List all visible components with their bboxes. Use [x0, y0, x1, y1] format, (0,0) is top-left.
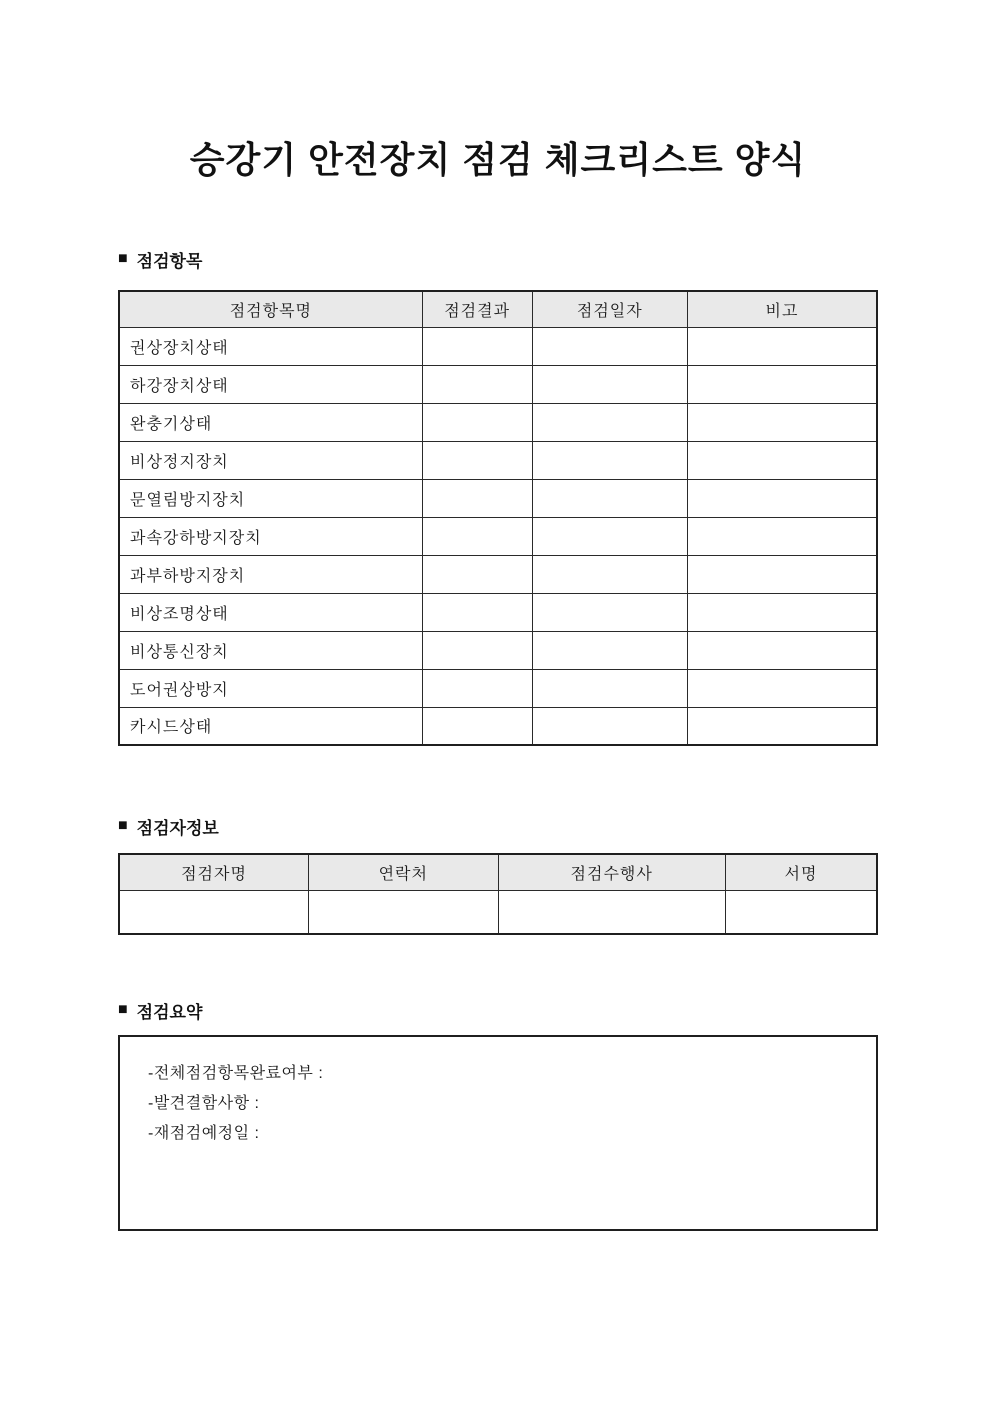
checklist-date-cell: [532, 479, 687, 517]
checklist-note-cell: [687, 555, 877, 593]
checklist-header-row: [119, 291, 877, 327]
checklist-result-cell: [422, 669, 532, 707]
inspector-table: [118, 853, 878, 935]
section-marker-icon: ■: [118, 1001, 128, 1018]
checklist-date-cell: [532, 593, 687, 631]
inspector-name-cell: [119, 890, 309, 934]
checklist-item-name: 하강장치상태: [119, 365, 422, 403]
checklist-item-name: 완충기상태: [119, 403, 422, 441]
inspector-signature-cell: [725, 890, 877, 934]
checklist-item-name: 비상정지장치: [119, 441, 422, 479]
checklist-date-cell: [532, 365, 687, 403]
checklist-table: [118, 290, 878, 746]
checklist-item-name: 도어권상방지: [119, 669, 422, 707]
summary-line-reinspection-date: -재점검예정일 :: [148, 1125, 260, 1142]
section-header-inspector: [118, 815, 878, 837]
checklist-item-name: 비상통신장치: [119, 631, 422, 669]
table-row: [119, 403, 877, 441]
checklist-date-cell: [532, 669, 687, 707]
checklist-note-cell: [687, 669, 877, 707]
table-row: [119, 517, 877, 555]
section-title-summary: 점검요약: [136, 1002, 203, 1022]
checklist-note-cell: [687, 593, 877, 631]
inspector-header-contact: 연락처: [309, 854, 499, 890]
checklist-date-cell: [532, 707, 687, 745]
checklist-item-name: 비상조명상태: [119, 593, 422, 631]
inspector-contact-cell: [309, 890, 499, 934]
section-header-checklist: [118, 248, 878, 270]
inspector-company-cell: [498, 890, 725, 934]
checklist-result-cell: [422, 327, 532, 365]
table-row: [119, 365, 877, 403]
checklist-result-cell: [422, 365, 532, 403]
checklist-result-cell: [422, 403, 532, 441]
section-marker-icon: ■: [118, 250, 128, 267]
checklist-result-cell: [422, 555, 532, 593]
summary-box: [118, 1035, 878, 1231]
inspector-header-company: 점검수행사: [498, 854, 725, 890]
checklist-result-cell: [422, 479, 532, 517]
table-row: [119, 327, 877, 365]
checklist-date-cell: [532, 517, 687, 555]
checklist-note-cell: [687, 327, 877, 365]
inspector-header-name: 점검자명: [119, 854, 309, 890]
checklist-date-cell: [532, 555, 687, 593]
checklist-header-date: 점검일자: [532, 291, 687, 327]
checklist-note-cell: [687, 479, 877, 517]
checklist-note-cell: [687, 707, 877, 745]
table-row: [119, 593, 877, 631]
checklist-item-name: 카시드상태: [119, 707, 422, 745]
checklist-note-cell: [687, 631, 877, 669]
table-row: [119, 441, 877, 479]
checklist-header-item-name: 점검항목명: [119, 291, 422, 327]
section-header-summary: [118, 999, 878, 1021]
summary-line-completion: -전체점검항목완료여부 :: [148, 1065, 324, 1082]
section-marker-icon: ■: [118, 817, 128, 834]
checklist-result-cell: [422, 631, 532, 669]
inspector-header-row: [119, 854, 877, 890]
checklist-note-cell: [687, 517, 877, 555]
checklist-date-cell: [532, 631, 687, 669]
checklist-result-cell: [422, 517, 532, 555]
section-title-checklist: 점검항목: [136, 251, 203, 271]
checklist-header-note: 비고: [687, 291, 877, 327]
inspector-header-signature: 서명: [725, 854, 877, 890]
checklist-result-cell: [422, 441, 532, 479]
checklist-note-cell: [687, 403, 877, 441]
table-row: [119, 479, 877, 517]
checklist-result-cell: [422, 593, 532, 631]
checklist-item-name: 문열림방지장치: [119, 479, 422, 517]
checklist-date-cell: [532, 327, 687, 365]
checklist-date-cell: [532, 403, 687, 441]
checklist-item-name: 과속강하방지장치: [119, 517, 422, 555]
checklist-note-cell: [687, 441, 877, 479]
checklist-note-cell: [687, 365, 877, 403]
table-row: [119, 890, 877, 934]
checklist-item-name: 과부하방지장치: [119, 555, 422, 593]
checklist-item-name: 권상장치상태: [119, 327, 422, 365]
table-row: [119, 707, 877, 745]
document-title: 승강기 안전장치 점검 체크리스트 양식: [189, 139, 807, 180]
table-row: [119, 555, 877, 593]
checklist-date-cell: [532, 441, 687, 479]
summary-line-defects: -발견결함사항 :: [148, 1095, 260, 1112]
table-row: [119, 631, 877, 669]
checklist-result-cell: [422, 707, 532, 745]
table-row: [119, 669, 877, 707]
checklist-header-result: 점검결과: [422, 291, 532, 327]
section-title-inspector: 점검자정보: [136, 818, 219, 838]
